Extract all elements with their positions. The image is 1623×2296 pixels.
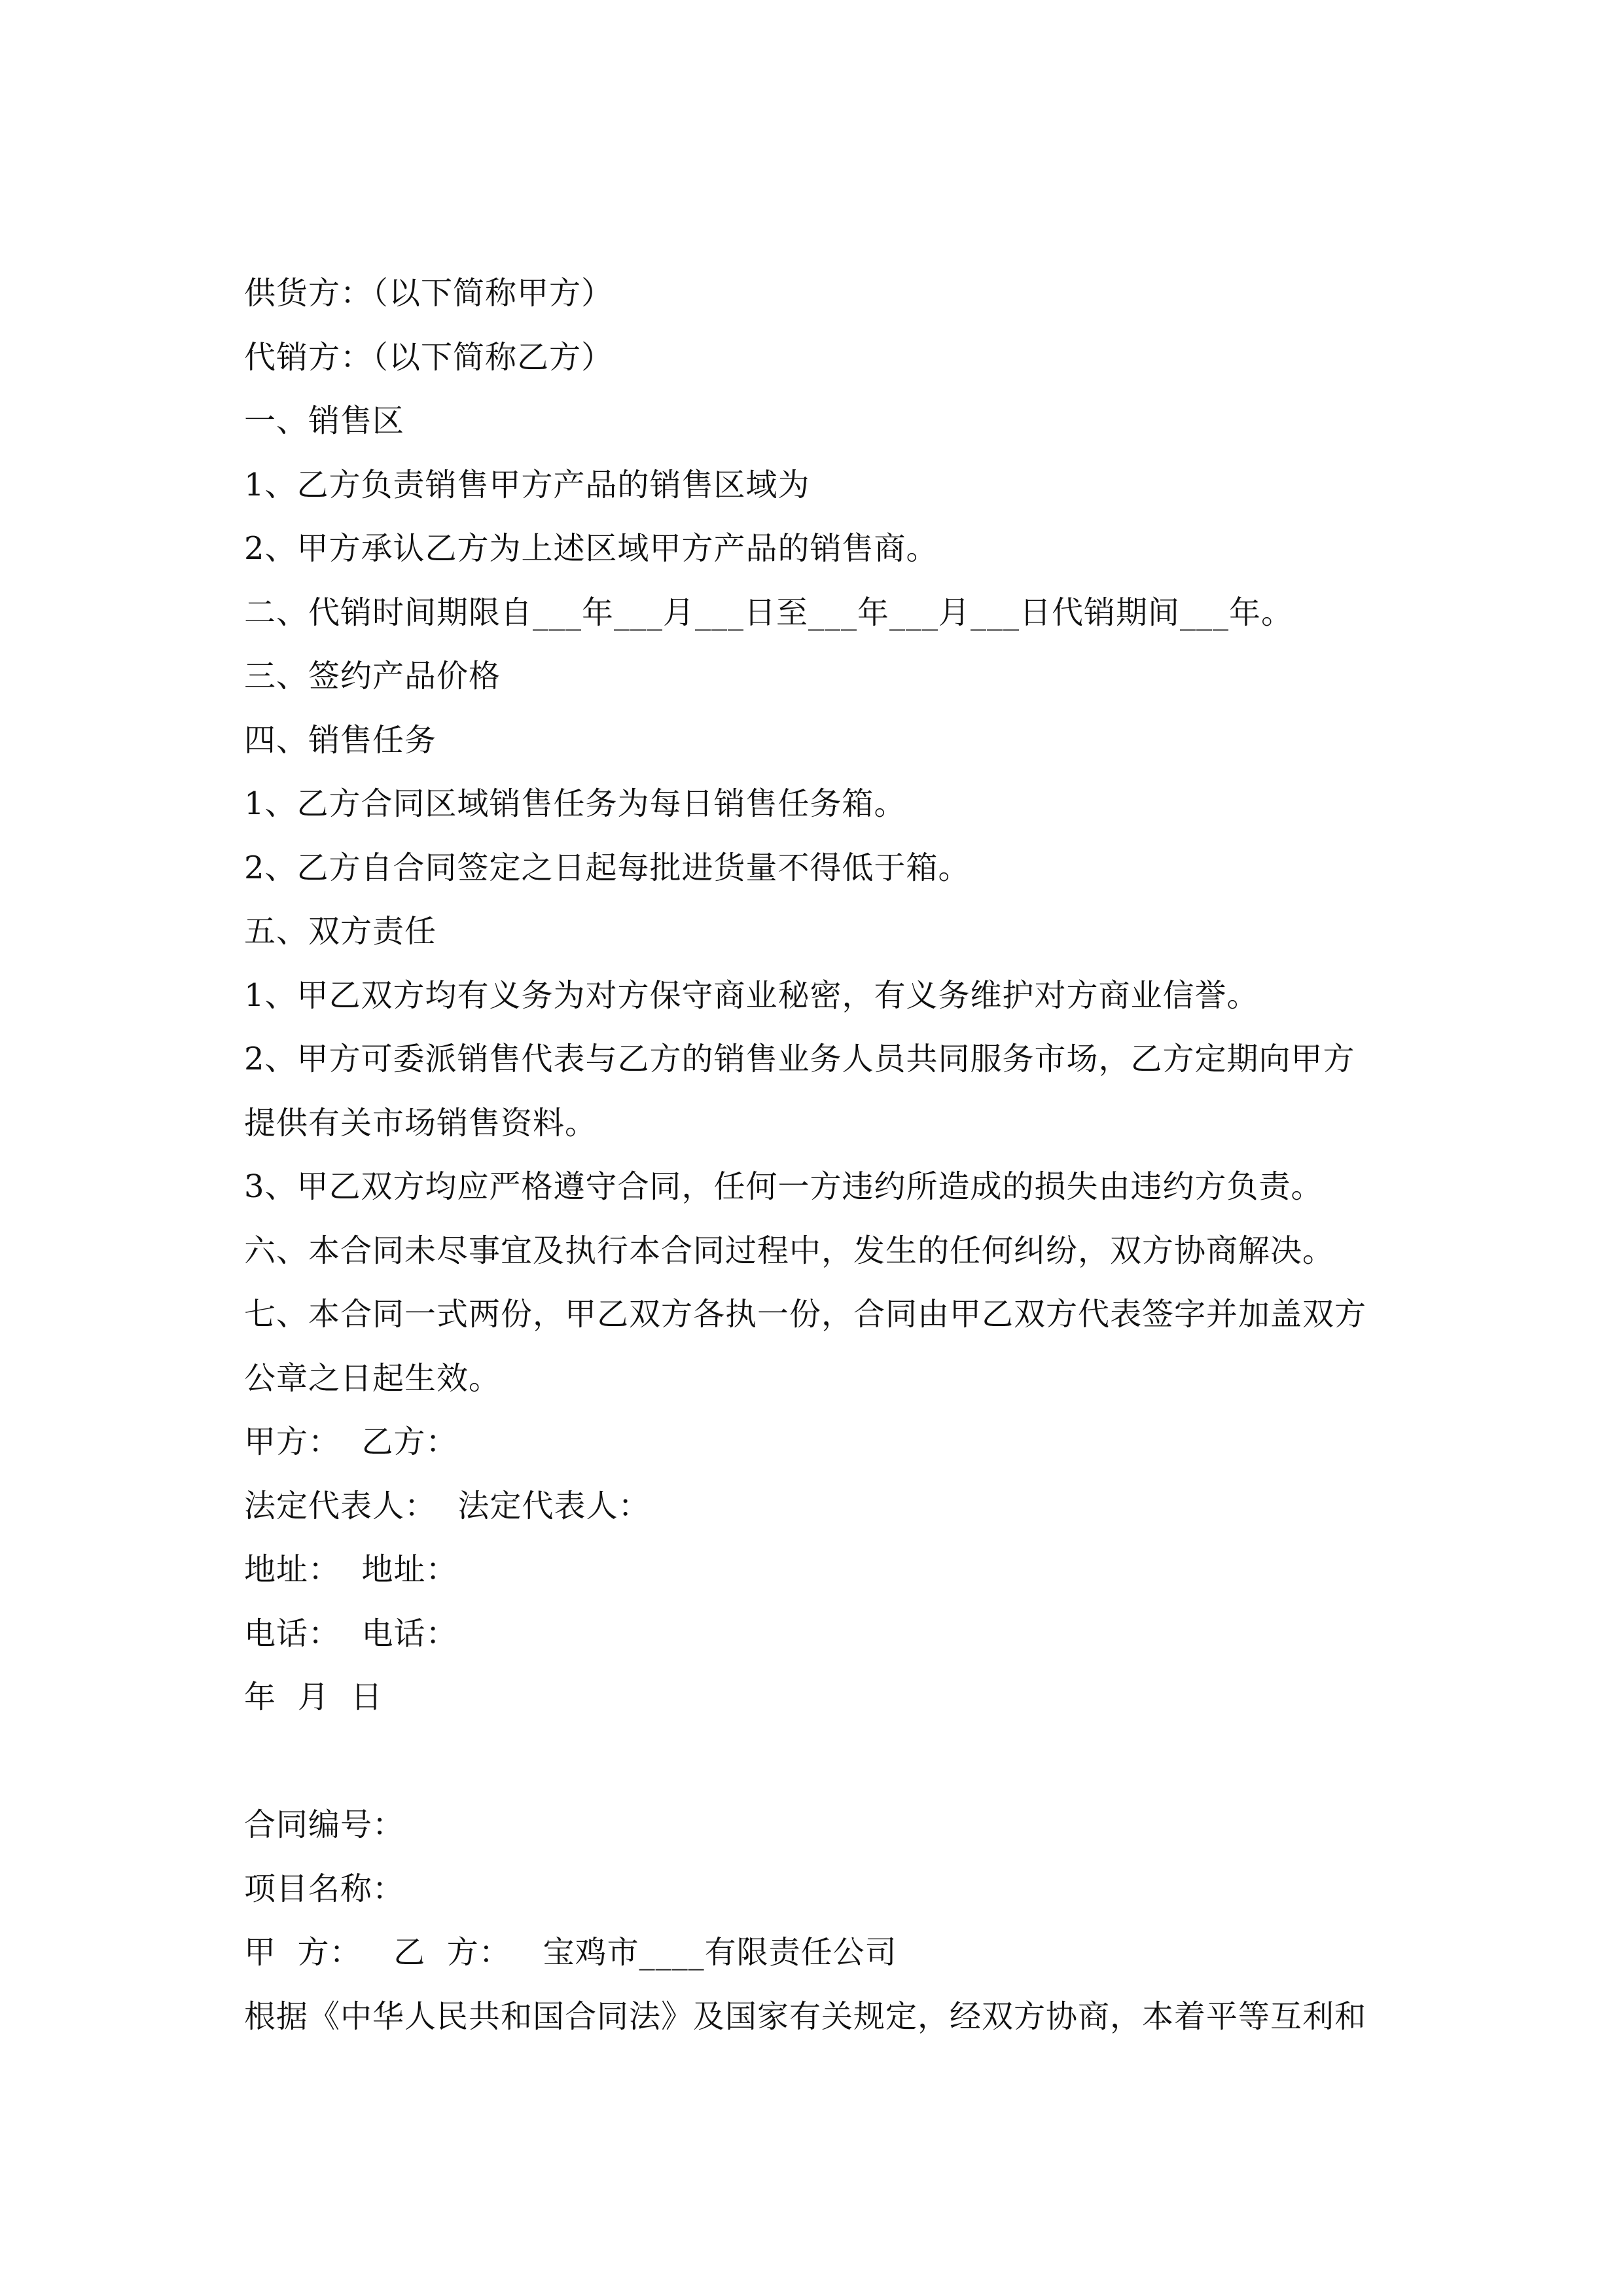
signature-address-line: 地址： 地址： — [244, 1551, 458, 1588]
section-heading: 七、本合同一式两份，甲乙双方各执一份，合同由甲乙双方代表签字并加盖双方 — [244, 1296, 1367, 1333]
signature-date-line: 年 月 日 — [244, 1679, 383, 1715]
section-heading: 六、本合同未尽事宜及执行本合同过程中，发生的任何纠纷，双方协商解决。 — [244, 1232, 1335, 1269]
text-line: 供货方：（以下简称甲方） — [244, 275, 614, 312]
text-line: 1、乙方负责销售甲方产品的销售区域为 — [244, 466, 810, 503]
document-body — [244, 262, 1383, 2049]
signature-phone-line: 电话： 电话： — [244, 1615, 458, 1652]
section-heading: 五、双方责任 — [244, 913, 437, 950]
signature-representative-line: 法定代表人： 法定代表人： — [244, 1487, 651, 1524]
text-line: 3、甲乙双方均应严格遵守合同，任何一方违约所造成的损失由违约方负责。 — [244, 1168, 1323, 1205]
section-spacer — [244, 1730, 1383, 1794]
parties-line: 甲 方： 乙 方： 宝鸡市____有限责任公司 — [244, 1934, 897, 1971]
text-line: 公章之日起生效。 — [244, 1359, 501, 1397]
text-line: 根据《中华人民共和国合同法》及国家有关规定，经双方协商，本着平等互利和 — [244, 1998, 1367, 2035]
section-heading: 三、签约产品价格 — [244, 658, 501, 694]
text-line: 2、甲方承认乙方为上述区域甲方产品的销售商。 — [244, 530, 938, 567]
project-name-line: 项目名称： — [244, 1870, 405, 1907]
section-heading: 一、销售区 — [244, 403, 405, 439]
text-line: 2、乙方自合同签定之日起每批进货量不得低于箱。 — [244, 849, 971, 886]
contract-number-line: 合同编号： — [244, 1806, 405, 1843]
section-heading: 四、销售任务 — [244, 721, 437, 759]
text-line: 代销方：（以下简称乙方） — [244, 338, 614, 376]
text-line: 提供有关市场销售资料。 — [244, 1104, 597, 1141]
text-line: 1、乙方合同区域销售任务为每日销售任务箱。 — [244, 785, 906, 822]
section-heading: 二、代销时间期限自___年___月___日至___年___月___日代销期间___年。 — [244, 594, 1294, 631]
text-line: 2、甲方可委派销售代表与乙方的销售业务人员共同服务市场，乙方定期向甲方 — [244, 1041, 1355, 1077]
signature-party-line: 甲方： 乙方： — [244, 1424, 458, 1460]
text-line: 1、甲乙双方均有义务为对方保守商业秘密，有义务维护对方商业信誉。 — [244, 977, 1259, 1014]
